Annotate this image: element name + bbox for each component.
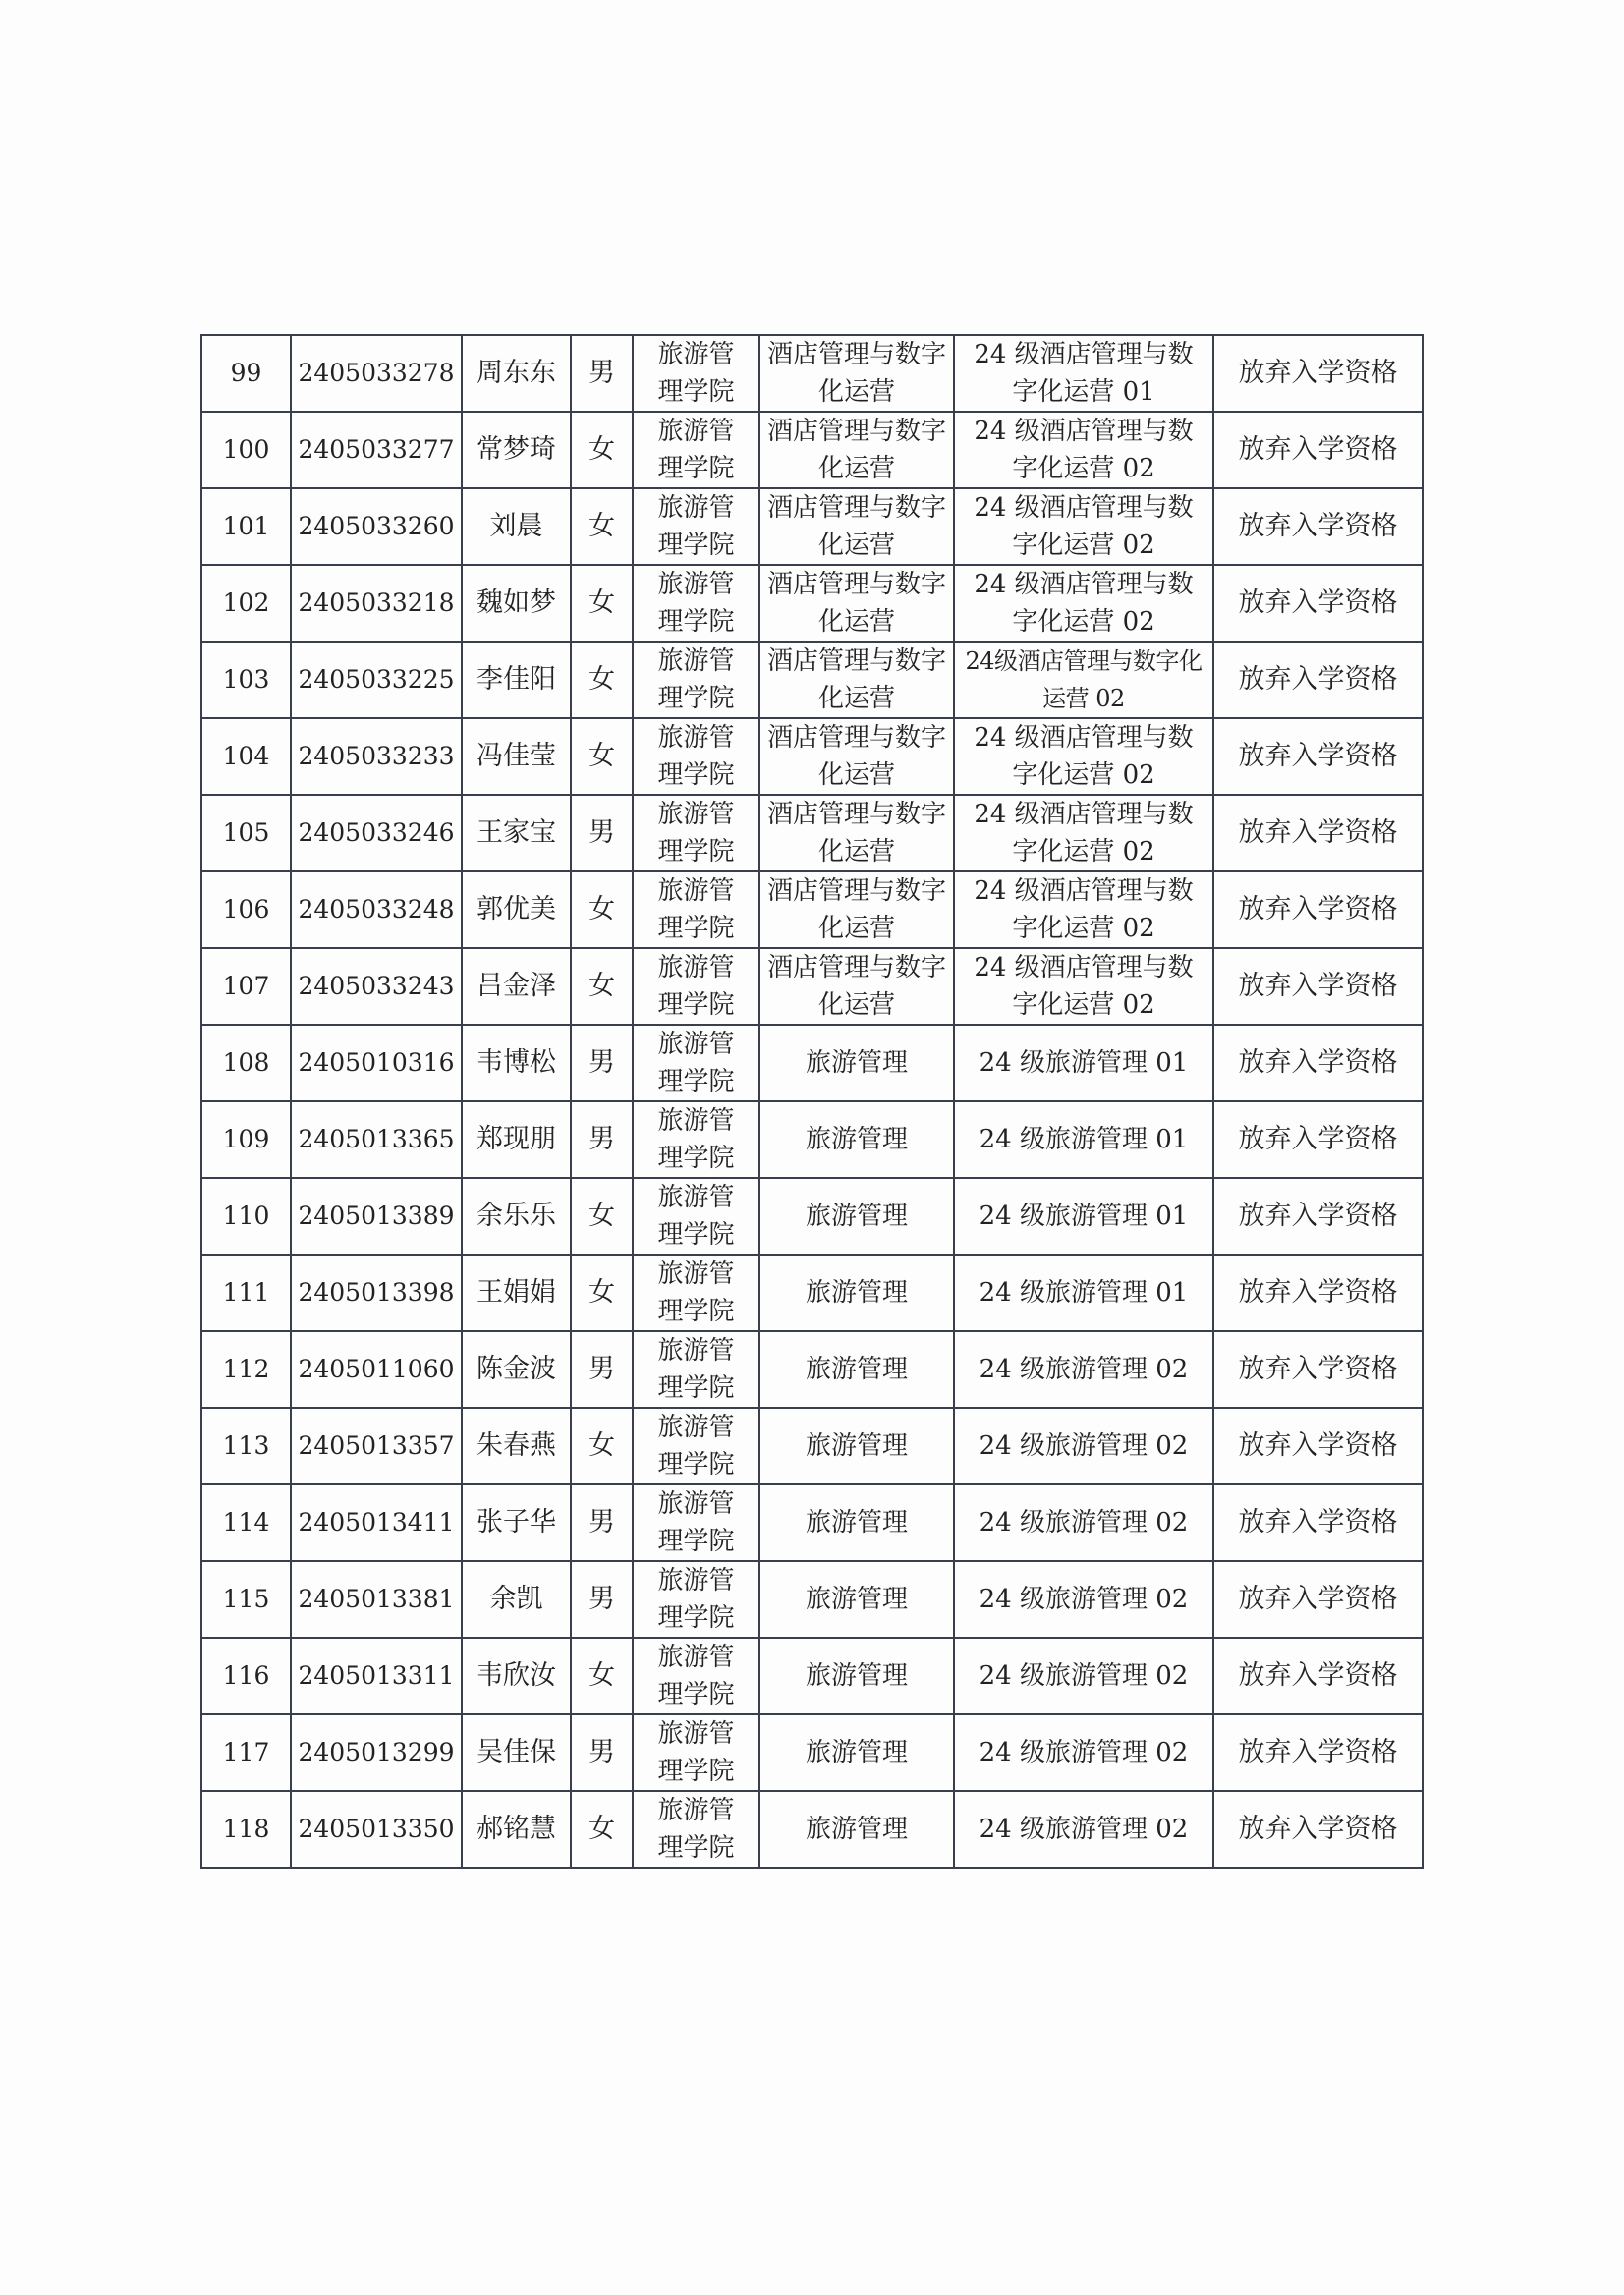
- serial-number-cell: 112: [201, 1331, 291, 1408]
- serial-number-cell: 116: [201, 1638, 291, 1714]
- college-cell: 旅游管理学院: [633, 335, 759, 412]
- class-cell: 24 级旅游管理 02: [954, 1714, 1213, 1791]
- class-cell: 24 级酒店管理与数字化运营 02: [954, 565, 1213, 642]
- student-id-cell: 2405033243: [291, 948, 462, 1025]
- college-cell: 旅游管理学院: [633, 1408, 759, 1484]
- student-id-cell: 2405033260: [291, 488, 462, 565]
- student-name-cell: 冯佳莹: [462, 718, 571, 795]
- major-cell: 酒店管理与数字化运营: [759, 488, 954, 565]
- college-cell: 旅游管理学院: [633, 795, 759, 871]
- major-cell: 旅游管理: [759, 1101, 954, 1178]
- table-row: [201, 1178, 1423, 1255]
- student-id-cell: 2405013389: [291, 1178, 462, 1255]
- serial-number-cell: 108: [201, 1025, 291, 1101]
- status-cell: 放弃入学资格: [1213, 1638, 1423, 1714]
- college-cell: 旅游管理学院: [633, 948, 759, 1025]
- college-cell: 旅游管理学院: [633, 565, 759, 642]
- student-name-cell: 刘晨: [462, 488, 571, 565]
- table-row: [201, 1714, 1423, 1791]
- student-id-cell: 2405033248: [291, 871, 462, 948]
- college-cell: 旅游管理学院: [633, 1331, 759, 1408]
- college-cell: 旅游管理学院: [633, 1178, 759, 1255]
- student-name-cell: 魏如梦: [462, 565, 571, 642]
- major-cell: 酒店管理与数字化运营: [759, 718, 954, 795]
- college-cell: 旅游管理学院: [633, 1101, 759, 1178]
- serial-number-cell: 104: [201, 718, 291, 795]
- serial-number-cell: 102: [201, 565, 291, 642]
- class-cell: 24 级旅游管理 01: [954, 1255, 1213, 1331]
- gender-cell: 女: [571, 1638, 633, 1714]
- class-cell: 24 级旅游管理 02: [954, 1484, 1213, 1561]
- status-cell: 放弃入学资格: [1213, 1714, 1423, 1791]
- status-cell: 放弃入学资格: [1213, 1331, 1423, 1408]
- class-cell: 24 级酒店管理与数字化运营 02: [954, 795, 1213, 871]
- gender-cell: 男: [571, 795, 633, 871]
- class-cell: 24 级旅游管理 01: [954, 1101, 1213, 1178]
- table-row: [201, 335, 1423, 412]
- status-cell: 放弃入学资格: [1213, 1255, 1423, 1331]
- student-name-cell: 张子华: [462, 1484, 571, 1561]
- class-cell: 24 级酒店管理与数字化运营 02: [954, 488, 1213, 565]
- student-id-cell: 2405013357: [291, 1408, 462, 1484]
- college-cell: 旅游管理学院: [633, 1638, 759, 1714]
- student-id-cell: 2405033278: [291, 335, 462, 412]
- table-row: [201, 1408, 1423, 1484]
- college-cell: 旅游管理学院: [633, 1714, 759, 1791]
- serial-number-cell: 114: [201, 1484, 291, 1561]
- major-cell: 旅游管理: [759, 1408, 954, 1484]
- serial-number-cell: 100: [201, 412, 291, 488]
- gender-cell: 女: [571, 871, 633, 948]
- status-cell: 放弃入学资格: [1213, 1101, 1423, 1178]
- table-row: [201, 1638, 1423, 1714]
- major-cell: 旅游管理: [759, 1255, 954, 1331]
- class-cell: 24 级旅游管理 02: [954, 1561, 1213, 1638]
- student-name-cell: 王娟娟: [462, 1255, 571, 1331]
- student-name-cell: 吕金泽: [462, 948, 571, 1025]
- status-cell: 放弃入学资格: [1213, 335, 1423, 412]
- college-cell: 旅游管理学院: [633, 1561, 759, 1638]
- major-cell: 酒店管理与数字化运营: [759, 412, 954, 488]
- major-cell: 旅游管理: [759, 1561, 954, 1638]
- withdrawn-students-table: [200, 334, 1424, 1869]
- student-id-cell: 2405011060: [291, 1331, 462, 1408]
- table-row: [201, 1484, 1423, 1561]
- student-name-cell: 王家宝: [462, 795, 571, 871]
- status-cell: 放弃入学资格: [1213, 948, 1423, 1025]
- student-name-cell: 余凯: [462, 1561, 571, 1638]
- serial-number-cell: 117: [201, 1714, 291, 1791]
- major-cell: 旅游管理: [759, 1638, 954, 1714]
- student-id-cell: 2405013350: [291, 1791, 462, 1868]
- gender-cell: 男: [571, 1331, 633, 1408]
- serial-number-cell: 113: [201, 1408, 291, 1484]
- gender-cell: 女: [571, 642, 633, 718]
- status-cell: 放弃入学资格: [1213, 1408, 1423, 1484]
- serial-number-cell: 109: [201, 1101, 291, 1178]
- student-name-cell: 周东东: [462, 335, 571, 412]
- major-cell: 酒店管理与数字化运营: [759, 642, 954, 718]
- gender-cell: 男: [571, 1484, 633, 1561]
- serial-number-cell: 115: [201, 1561, 291, 1638]
- college-cell: 旅游管理学院: [633, 488, 759, 565]
- class-cell: 24 级旅游管理 02: [954, 1791, 1213, 1868]
- serial-number-cell: 101: [201, 488, 291, 565]
- gender-cell: 女: [571, 1255, 633, 1331]
- serial-number-cell: 103: [201, 642, 291, 718]
- major-cell: 旅游管理: [759, 1178, 954, 1255]
- gender-cell: 男: [571, 1714, 633, 1791]
- major-cell: 酒店管理与数字化运营: [759, 795, 954, 871]
- table-row: [201, 1791, 1423, 1868]
- table-body: [201, 335, 1423, 1868]
- table-row: [201, 642, 1423, 718]
- table-row: [201, 948, 1423, 1025]
- major-cell: 旅游管理: [759, 1331, 954, 1408]
- gender-cell: 女: [571, 1178, 633, 1255]
- gender-cell: 男: [571, 1101, 633, 1178]
- college-cell: 旅游管理学院: [633, 871, 759, 948]
- college-cell: 旅游管理学院: [633, 1025, 759, 1101]
- college-cell: 旅游管理学院: [633, 412, 759, 488]
- status-cell: 放弃入学资格: [1213, 565, 1423, 642]
- gender-cell: 女: [571, 718, 633, 795]
- major-cell: 酒店管理与数字化运营: [759, 565, 954, 642]
- student-id-cell: 2405033246: [291, 795, 462, 871]
- status-cell: 放弃入学资格: [1213, 1025, 1423, 1101]
- major-cell: 酒店管理与数字化运营: [759, 871, 954, 948]
- student-id-cell: 2405013299: [291, 1714, 462, 1791]
- table-row: [201, 1331, 1423, 1408]
- serial-number-cell: 118: [201, 1791, 291, 1868]
- college-cell: 旅游管理学院: [633, 1484, 759, 1561]
- class-cell: 24级酒店管理与数字化运营 02: [954, 642, 1213, 718]
- table-row: [201, 1255, 1423, 1331]
- status-cell: 放弃入学资格: [1213, 795, 1423, 871]
- serial-number-cell: 107: [201, 948, 291, 1025]
- student-name-cell: 韦欣汝: [462, 1638, 571, 1714]
- major-cell: 旅游管理: [759, 1714, 954, 1791]
- student-name-cell: 韦博松: [462, 1025, 571, 1101]
- gender-cell: 女: [571, 1791, 633, 1868]
- student-id-cell: 2405033277: [291, 412, 462, 488]
- table-row: [201, 871, 1423, 948]
- college-cell: 旅游管理学院: [633, 1255, 759, 1331]
- student-id-cell: 2405010316: [291, 1025, 462, 1101]
- student-name-cell: 吴佳保: [462, 1714, 571, 1791]
- serial-number-cell: 106: [201, 871, 291, 948]
- college-cell: 旅游管理学院: [633, 642, 759, 718]
- college-cell: 旅游管理学院: [633, 1791, 759, 1868]
- class-cell: 24 级旅游管理 02: [954, 1331, 1213, 1408]
- student-id-cell: 2405033225: [291, 642, 462, 718]
- major-cell: 酒店管理与数字化运营: [759, 948, 954, 1025]
- gender-cell: 男: [571, 1561, 633, 1638]
- student-id-cell: 2405033218: [291, 565, 462, 642]
- student-name-cell: 常梦琦: [462, 412, 571, 488]
- major-cell: 旅游管理: [759, 1484, 954, 1561]
- student-id-cell: 2405033233: [291, 718, 462, 795]
- student-name-cell: 李佳阳: [462, 642, 571, 718]
- serial-number-cell: 99: [201, 335, 291, 412]
- status-cell: 放弃入学资格: [1213, 871, 1423, 948]
- class-cell: 24 级酒店管理与数字化运营 02: [954, 718, 1213, 795]
- table-row: [201, 1561, 1423, 1638]
- major-cell: 旅游管理: [759, 1791, 954, 1868]
- gender-cell: 女: [571, 412, 633, 488]
- class-cell: 24 级旅游管理 02: [954, 1408, 1213, 1484]
- table-row: [201, 565, 1423, 642]
- table-row: [201, 488, 1423, 565]
- class-cell: 24 级酒店管理与数字化运营 01: [954, 335, 1213, 412]
- serial-number-cell: 105: [201, 795, 291, 871]
- student-id-cell: 2405013365: [291, 1101, 462, 1178]
- serial-number-cell: 110: [201, 1178, 291, 1255]
- class-cell: 24 级旅游管理 02: [954, 1638, 1213, 1714]
- status-cell: 放弃入学资格: [1213, 1791, 1423, 1868]
- student-id-cell: 2405013398: [291, 1255, 462, 1331]
- gender-cell: 女: [571, 565, 633, 642]
- gender-cell: 女: [571, 488, 633, 565]
- major-cell: 旅游管理: [759, 1025, 954, 1101]
- status-cell: 放弃入学资格: [1213, 642, 1423, 718]
- class-cell: 24 级旅游管理 01: [954, 1025, 1213, 1101]
- status-cell: 放弃入学资格: [1213, 412, 1423, 488]
- class-cell: 24 级酒店管理与数字化运营 02: [954, 412, 1213, 488]
- student-name-cell: 陈金波: [462, 1331, 571, 1408]
- student-id-cell: 2405013381: [291, 1561, 462, 1638]
- gender-cell: 男: [571, 1025, 633, 1101]
- gender-cell: 女: [571, 1408, 633, 1484]
- table-row: [201, 1101, 1423, 1178]
- table-row: [201, 718, 1423, 795]
- serial-number-cell: 111: [201, 1255, 291, 1331]
- table-row: [201, 412, 1423, 488]
- status-cell: 放弃入学资格: [1213, 1178, 1423, 1255]
- status-cell: 放弃入学资格: [1213, 488, 1423, 565]
- student-name-cell: 余乐乐: [462, 1178, 571, 1255]
- student-name-cell: 朱春燕: [462, 1408, 571, 1484]
- class-cell: 24 级旅游管理 01: [954, 1178, 1213, 1255]
- student-name-cell: 郭优美: [462, 871, 571, 948]
- student-name-cell: 郝铭慧: [462, 1791, 571, 1868]
- class-cell: 24 级酒店管理与数字化运营 02: [954, 948, 1213, 1025]
- student-id-cell: 2405013311: [291, 1638, 462, 1714]
- status-cell: 放弃入学资格: [1213, 718, 1423, 795]
- status-cell: 放弃入学资格: [1213, 1561, 1423, 1638]
- status-cell: 放弃入学资格: [1213, 1484, 1423, 1561]
- student-name-cell: 郑现朋: [462, 1101, 571, 1178]
- college-cell: 旅游管理学院: [633, 718, 759, 795]
- table-row: [201, 795, 1423, 871]
- table-row: [201, 1025, 1423, 1101]
- class-cell: 24 级酒店管理与数字化运营 02: [954, 871, 1213, 948]
- major-cell: 酒店管理与数字化运营: [759, 335, 954, 412]
- gender-cell: 男: [571, 335, 633, 412]
- gender-cell: 女: [571, 948, 633, 1025]
- student-id-cell: 2405013411: [291, 1484, 462, 1561]
